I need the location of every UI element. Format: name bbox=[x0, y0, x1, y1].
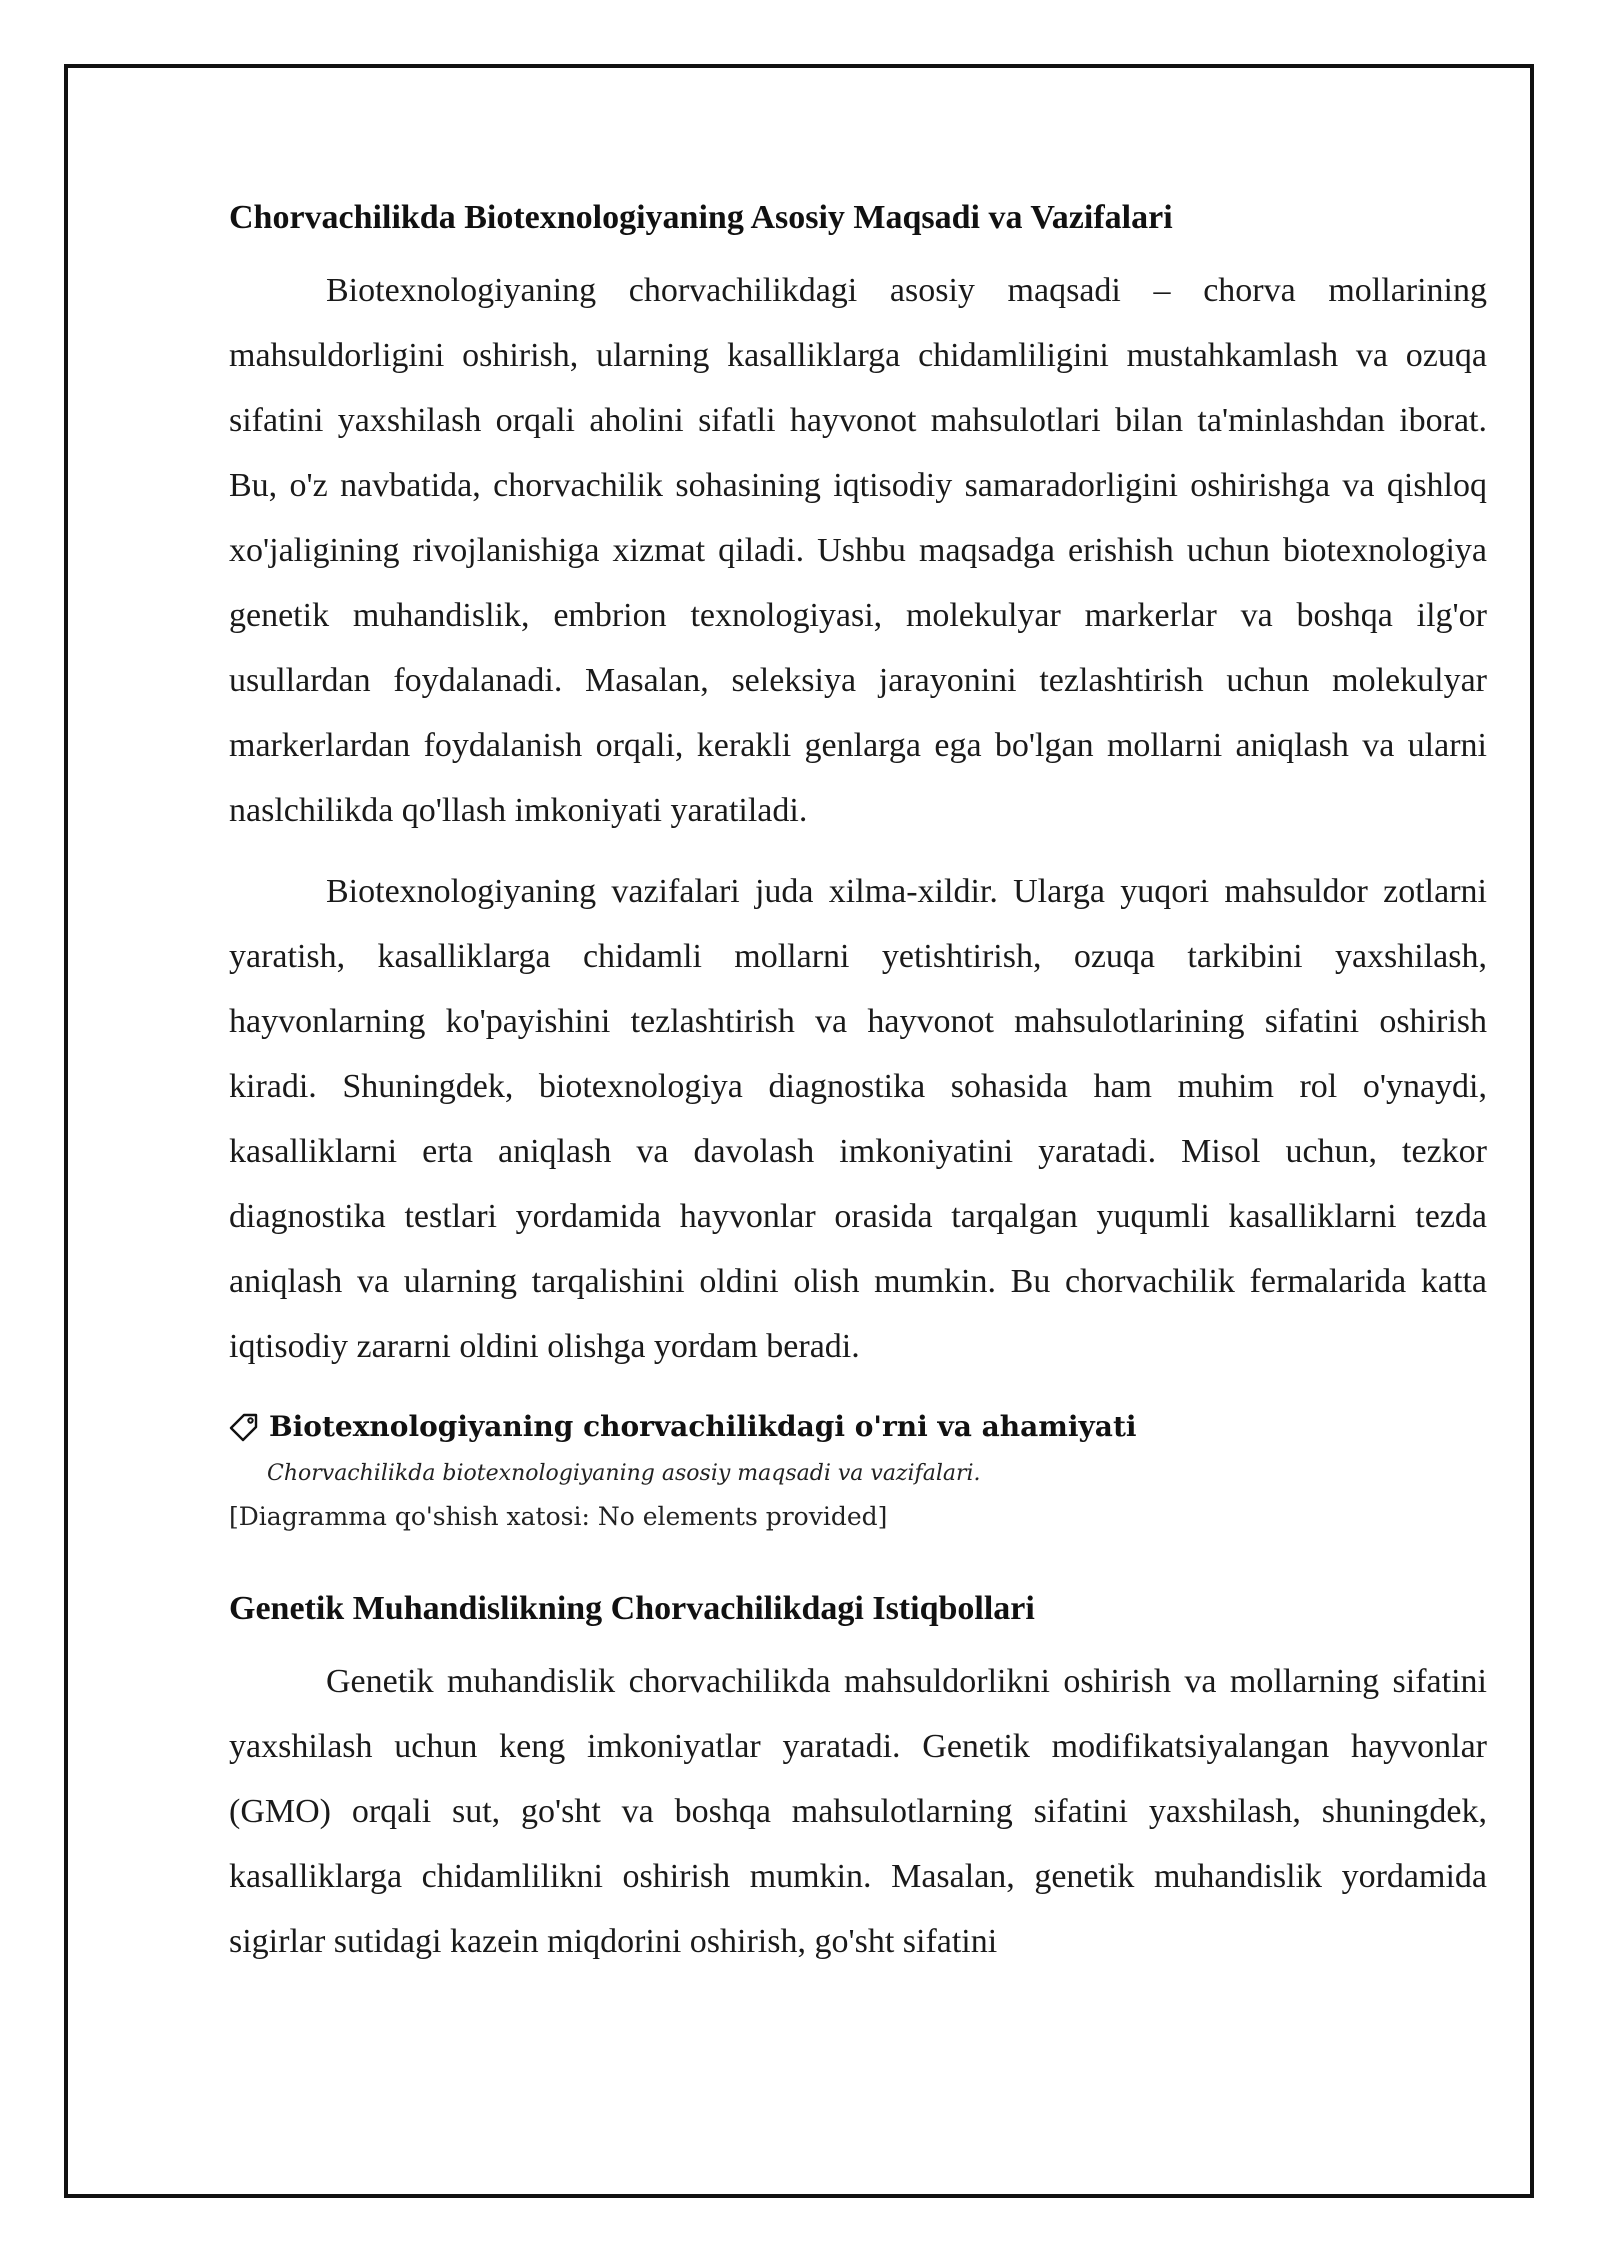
tag-icon bbox=[229, 1412, 259, 1442]
diagram-error-message: [Diagramma qo'shish xatosi: No elements provided] bbox=[229, 1502, 888, 1531]
figure-title-row bbox=[229, 1407, 1487, 1447]
body-paragraph: Biotexnologiyaning chorvachilikdagi asosiy maqsadi – chorva mollarining mahsuldorligini oshirish, ularning kasalliklarga chidamliligini mustahkamlash va ozuqa sifatini yaxshilash orqali aholini sifatli hayvonot mahsulotlari bilan ta'minlashdan iborat. Bu, o'z navbatida, chorvachilik sohasining iqtisodiy samaradorligini oshirishga va qishloq xo'jaligining rivojlanishiga xizmat qiladi. Ushbu maqsadga erishish uchun biotexnologiya genetik muhandislik, embrion texnologiyasi, molekulyar markerlar va boshqa ilg'or usullardan foydalanadi. Masalan, seleksiya jarayonini tezlashtirish uchun molekulyar markerlardan foydalanish orqali, kerakli genlarga ega bo'lgan mollarni aniqlash va ularni naslchilikda qo'llash imkoniyati yaratiladi. bbox=[229, 272, 1487, 829]
document-content bbox=[229, 196, 1487, 1990]
body-paragraph: Biotexnologiyaning vazifalari juda xilma-xildir. Ularga yuqori mahsuldor zotlarni yaratish, kasalliklarga chidamli mollarni yetishtirish, ozuqa tarkibini yaxshilash, hayvonlarning ko'payishini tezlashtirish va hayvonot mahsulotlarining sifatini oshirish kiradi. Shuningdek, biotexnologiya diagnostika sohasida ham muhim rol o'ynaydi, kasalliklarni erta aniqlash va davolash imkoniyatini yaratadi. Misol uchun, tezkor diagnostika testlari yordamida hayvonlar orasida tarqalgan yuqumli kasalliklarni tezda aniqlash va ularning tarqalishini oldini olish mumkin. Bu chorvachilik fermalarida katta iqtisodiy zararni oldini olishga yordam beradi. bbox=[229, 873, 1487, 1365]
figure-title: Biotexnologiyaning chorvachilikdagi o'rni va ahamiyati bbox=[269, 1410, 1137, 1443]
figure-caption: Chorvachilikda biotexnologiyaning asosiy maqsadi va vazifalari. bbox=[267, 1461, 981, 1486]
body-paragraph: Genetik muhandislik chorvachilikda mahsuldorlikni oshirish va mollarning sifatini yaxshilash uchun keng imkoniyatlar yaratadi. Genetik modifikatsiyalangan hayvonlar (GMO) orqali sut, go'sht va boshqa mahsulotlarning sifatini yaxshilash, shuningdek, kasalliklarga chidamlilikni oshirish mumkin. Masalan, genetik muhandislik yordamida sigirlar sutidagi kazein miqdorini oshirish, go'sht sifatini bbox=[229, 1663, 1487, 1960]
section-heading: Chorvachilikda Biotexnologiyaning Asosiy Maqsadi va Vazifalari bbox=[229, 199, 1173, 236]
figure-block bbox=[229, 1407, 1487, 1537]
section-heading: Genetik Muhandislikning Chorvachilikdagi Istiqbollari bbox=[229, 1590, 1035, 1627]
